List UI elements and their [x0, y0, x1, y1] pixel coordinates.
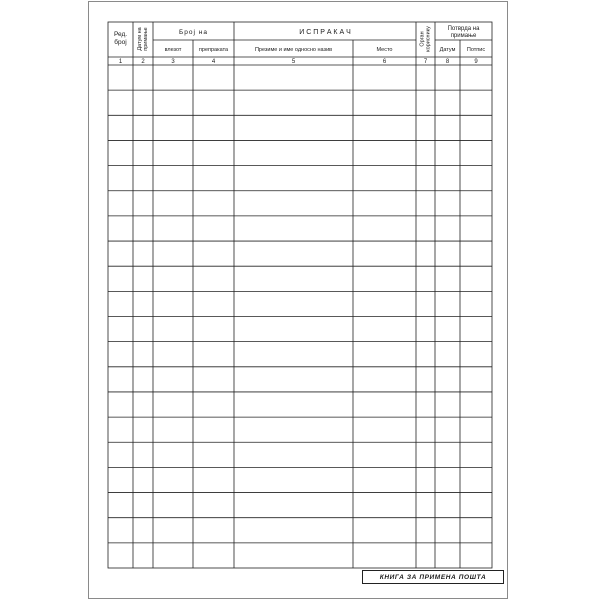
header-mesto: Место — [376, 47, 393, 53]
column-number-3: 3 — [171, 59, 175, 65]
column-numbers — [119, 59, 479, 65]
table-border — [108, 22, 492, 568]
header-prezime: Презиме и име односно назив — [254, 47, 333, 53]
table-grid — [108, 22, 492, 568]
header-red-broj-1: Ред. — [113, 31, 128, 38]
column-number-2: 2 — [141, 59, 145, 65]
header-potvrda-1: Потврда на — [447, 26, 480, 32]
header-datum: Датум — [439, 47, 456, 53]
header-labels — [114, 26, 485, 53]
header-vlezot: влезот — [164, 47, 182, 53]
column-number-7: 7 — [423, 59, 428, 65]
body-rows — [108, 90, 492, 543]
column-number-6: 6 — [382, 59, 387, 65]
column-number-5: 5 — [291, 59, 296, 65]
column-number-4: 4 — [211, 59, 216, 65]
header-organ-2: кориснику — [425, 26, 432, 52]
book-title-label: КНИГА ЗА ПРИМЕНА ПОШТА — [362, 570, 504, 584]
header-red-broj-2: број — [114, 39, 127, 46]
header-prepraka: препраката — [198, 47, 229, 53]
column-number-9: 9 — [474, 59, 478, 65]
header-isprakac: И С П Р А К А Ч — [299, 29, 351, 36]
header-datum-primanje-2: примање — [143, 27, 149, 51]
header-organ-1: Орган — [419, 31, 426, 47]
header-potpis: Потпис — [466, 47, 486, 53]
header-broj-na: Број на — [179, 29, 208, 36]
header-potvrda-2: примање — [450, 33, 477, 39]
column-number-1: 1 — [118, 59, 123, 65]
column-number-8: 8 — [445, 59, 450, 65]
header-datum-primanje-1: Датум на — [137, 27, 143, 51]
